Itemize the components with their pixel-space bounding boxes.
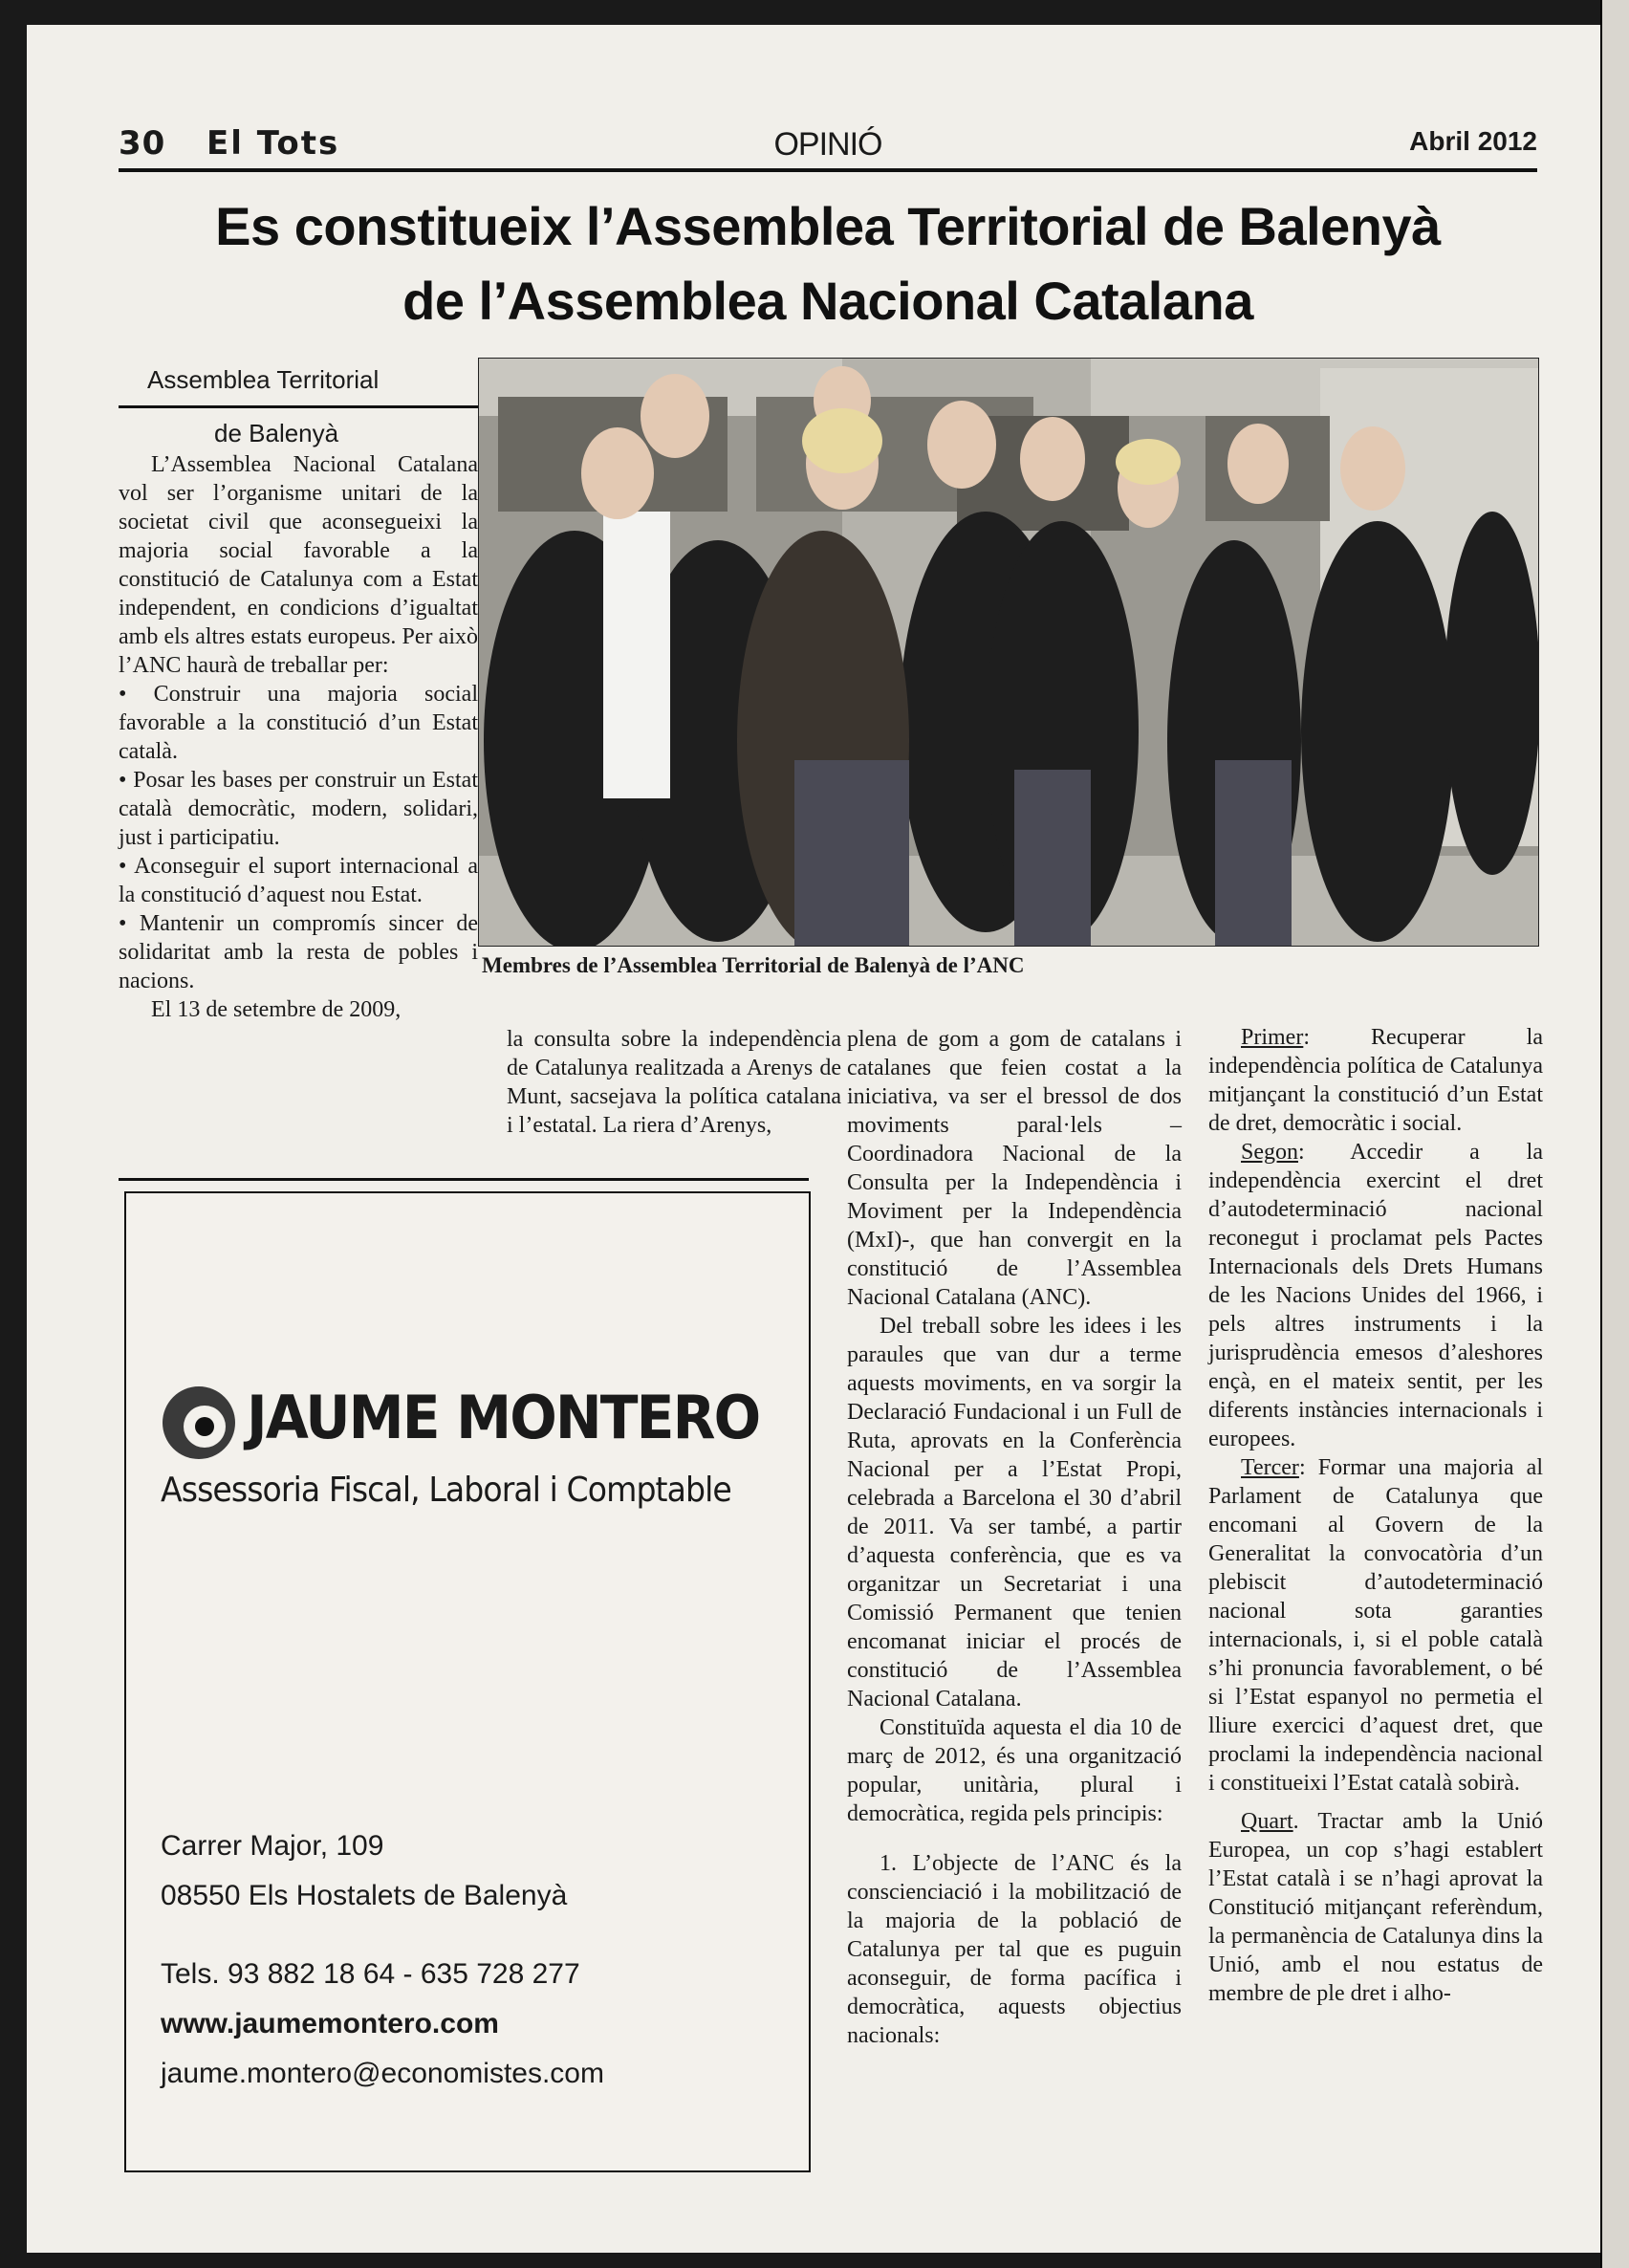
objective-segon-text: : Accedir a la independència exercint el dret d’autodeterminació nacional reconegut i proclamat pels Pactes Internacionals dels Drets Humans de les Nacions Unides del 1966, i pels altres instruments i la jurisprudència emesos d’aleshores ençà, en el mateix sentit, per les diferents instàncies internacionals i europees. [1208, 1140, 1543, 1451]
closing-paragraph: El 13 de setembre de 2009, [151, 997, 402, 1022]
advert-address-town: 08550 Els Hostalets de Balenyà [161, 1880, 568, 1911]
column-3-paragraph-2: Del treball sobre les idees i les paraules que van dur a terme aquests moviments, en va sorgir la Declaració Fundacional i un Full de Ruta, aprovats en la Conferència Nacional per a l’Estat Propi, celebrada a Barcelona el 30 d’abril de 2011. Va ser també, a partir d’aquesta conferència, que es va organitzar un Secretariat i una Comissió Permanent que tenien encomanat iniciar el procés de constitució de l’Assemblea Nacional Catalana. [847, 1314, 1182, 1712]
objective-segon-label: Segon [1241, 1140, 1298, 1165]
adjacent-page-edge [1600, 0, 1629, 2268]
advertiser-tagline: Assessoria Fiscal, Laboral i Comptable [161, 1471, 731, 1510]
objective-primer-label: Primer [1241, 1025, 1304, 1050]
section-title: OPINIÓ [773, 126, 882, 163]
objective-quart-label: Quart [1241, 1809, 1293, 1834]
advertiser-name: JAUME MONTERO [247, 1383, 760, 1452]
column-3-paragraph-4: 1. L’objecte de l’ANC és la conscienciació i la mobilització de la majoria de la població de Catalunya per tal que es puguin aconseguir, de forma pacífica i democràtica, aquests objectius nacionals: [847, 1851, 1182, 2048]
objective-tercer-text: : Formar una majoria al Parlament de Catalunya que encomani al Govern de la Generalitat la convocatòria d’un plebiscit d’autodeterminació nacional sota garanties internacionals, i, si el poble català s’hi pronuncia favorablement, o bé si l’Estat espanyol no permetia el lliure exercici d’aquest dret, que proclami la independència nacional i constitueixi l’Estat català sobirà. [1208, 1455, 1543, 1796]
objective-tercer-label: Tercer [1241, 1455, 1299, 1480]
column-3-paragraph-1: plena de gom a gom de catalans i catalanes que feien costat a la iniciativa, va ser el bressol de dos moviments paral·lels –Coordinadora Nacional de la Consulta per la Independència i Moviment per la Independència (MxI)-, que han convergit en la constitució de l’Assemblea Nacional Catalana (ANC). [847, 1027, 1182, 1310]
issue-date: Abril 2012 [1409, 126, 1537, 156]
advertisement [124, 1191, 811, 2172]
article-column-1 [119, 358, 478, 1024]
article-headline [119, 189, 1537, 338]
column-label-sub: de Balenyà [214, 419, 339, 447]
objective-quart [1208, 1807, 1543, 2008]
objective-primer [1208, 1023, 1543, 1138]
publication-name: El Tots [206, 124, 340, 163]
article-column-3 [847, 1025, 1182, 2050]
advert-top-rule [119, 1178, 809, 1181]
column-label: Assemblea Territorial [119, 358, 478, 408]
objective-tercer [1208, 1453, 1543, 1798]
bullet-item: • Construir una majoria social favorable a la constitució d’un Estat català. [119, 682, 478, 764]
company-logo-icon [161, 1385, 237, 1461]
group-photo [478, 358, 1539, 947]
newspaper-page [27, 25, 1602, 2253]
advert-phones: Tels. 93 882 18 64 - 635 728 277 [161, 1958, 580, 1990]
headline-line-2: de l’Assemblea Nacional Catalana [402, 271, 1253, 331]
advert-website-link[interactable]: www.jaumemontero.com [161, 2008, 499, 2039]
group-photo-image [479, 359, 1538, 946]
photo-caption: Membres de l’Assemblea Territorial de Balenyà de l’ANC [482, 953, 1025, 977]
objective-segon [1208, 1138, 1543, 1453]
bullet-item: • Aconseguir el suport internacional a la constitució d’aquest nou Estat. [119, 854, 478, 907]
page-header [119, 101, 1537, 172]
objective-quart-text: . Tractar amb la Unió Europea, un cop s’hagi establert l’Estat català i se n’hagi aprovat la Constitució mitjançant referèndum, la permanència de Catalunya dins la Unió, amb el nou estatus de membre de ple dret i alho- [1208, 1809, 1543, 2006]
intro-paragraph: L’Assemblea Nacional Catalana vol ser l’organisme unitari de la societat civil que aconsegueixi la majoria social favorable a la constitució de Catalunya com a Estat independent, en condicions d’igualtat amb els altres estats europeus. Per això l’ANC haurà de treballar per: [119, 452, 478, 678]
bullet-item: • Mantenir un compromís sincer de solidaritat amb la resta de pobles i nacions. [119, 911, 478, 993]
headline-line-1: Es constitueix l’Assemblea Territorial de Balenyà [215, 196, 1441, 256]
column-2-paragraph: la consulta sobre la independència de Catalunya realitzada a Arenys de Munt, sacsejava la política catalana i l’estatal. La riera d’Arenys, [507, 1027, 841, 1138]
article-column-4 [1208, 1023, 1543, 2008]
page-number: 30 [119, 124, 166, 163]
advert-address-street: Carrer Major, 109 [161, 1830, 384, 1862]
article-column-2 [507, 1025, 841, 1140]
advert-email-link[interactable]: jaume.montero@economistes.com [161, 2058, 604, 2089]
objective-primer-text: : Recuperar la independència política de Catalunya mitjançant la constitució d’un Estat de dret, democràtic i social. [1208, 1025, 1543, 1136]
column-3-paragraph-3: Constituïda aquesta el dia 10 de març de 2012, és una organització popular, unitària, plural i democràtica, regida pels principis: [847, 1715, 1182, 1826]
bullet-item: • Posar les bases per construir un Estat català democràtic, modern, solidari, just i participatiu. [119, 768, 478, 850]
